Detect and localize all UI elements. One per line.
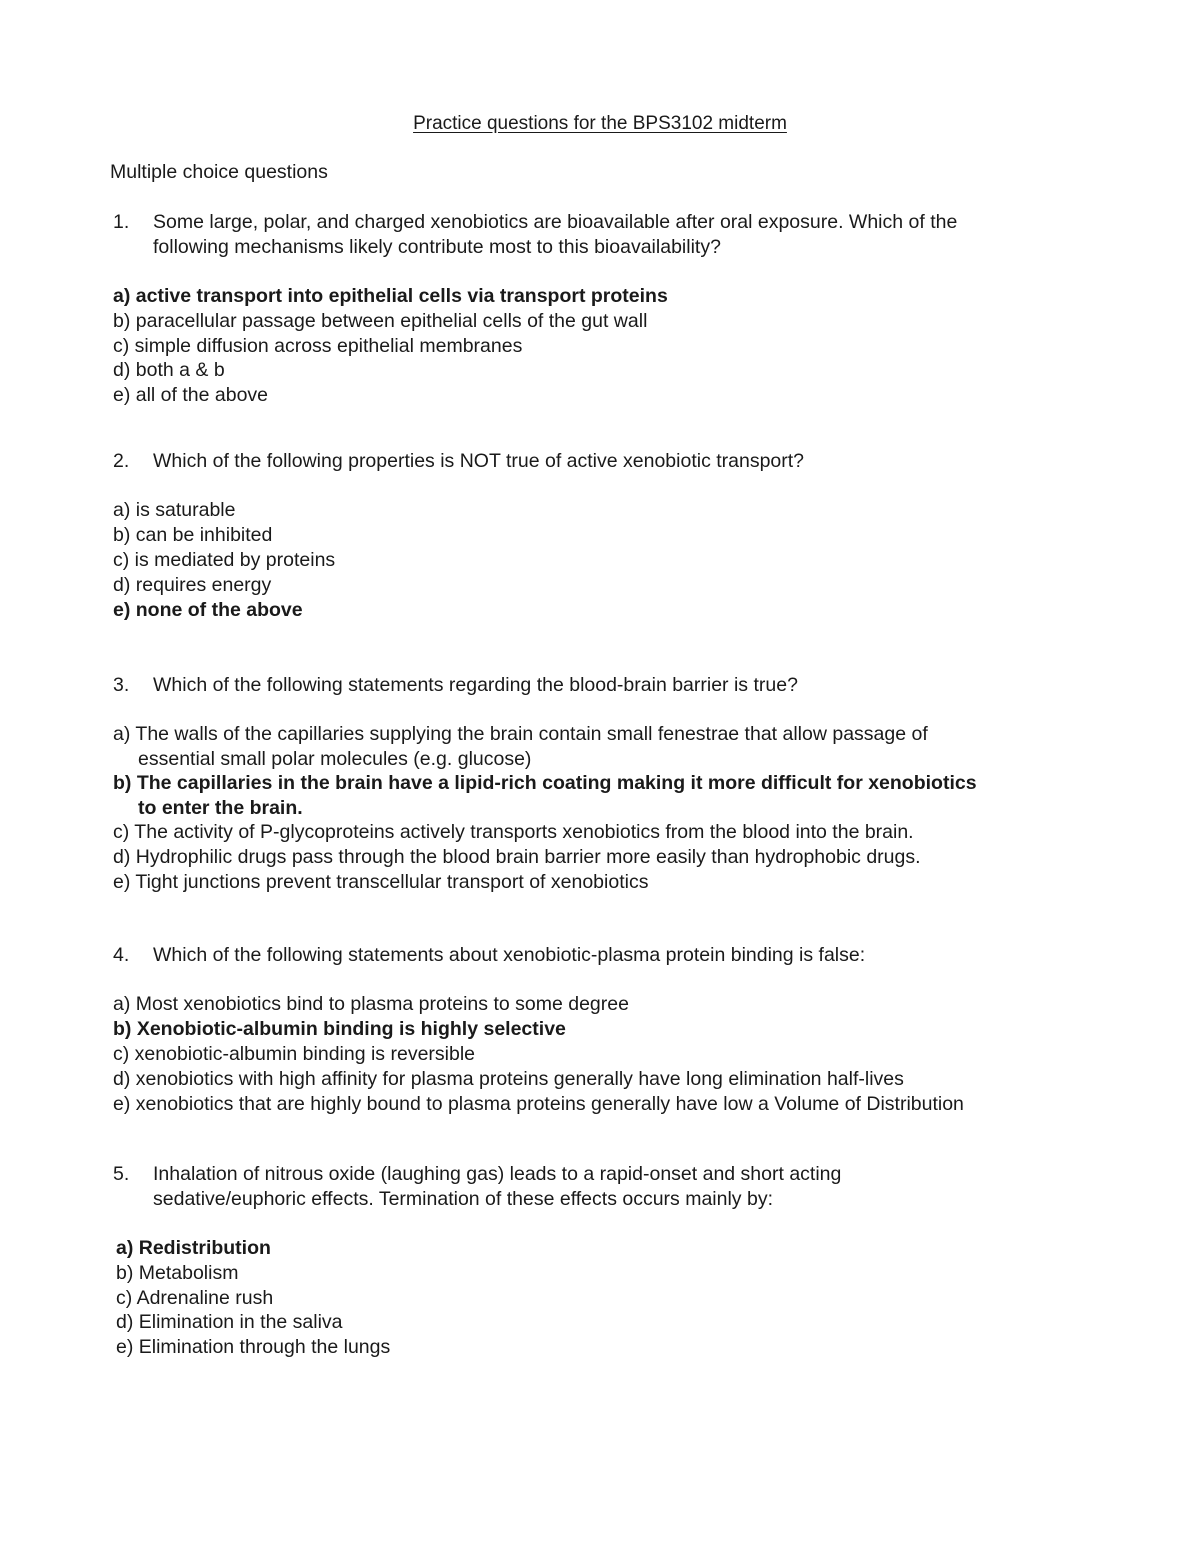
- question-text: Which of the following statements regarding the blood-brain barrier is true?: [153, 674, 798, 696]
- option: c) Adrenaline rush: [116, 1287, 274, 1309]
- option-correct: e) none of the above: [113, 599, 303, 621]
- option-correct-continuation: to enter the brain.: [138, 797, 303, 819]
- page-title: Practice questions for the BPS3102 midterm: [413, 113, 787, 134]
- question-number: 3.: [113, 674, 130, 696]
- question-text: Which of the following statements about xenobiotic-plasma protein binding is false:: [153, 944, 866, 966]
- option: b) paracellular passage between epithelial cells of the gut wall: [113, 310, 648, 332]
- question-text: Some large, polar, and charged xenobiotics are bioavailable after oral exposure. Which of the: [153, 211, 958, 233]
- option: c) is mediated by proteins: [113, 549, 336, 571]
- option: d) both a & b: [113, 359, 225, 381]
- option-correct: a) Redistribution: [116, 1237, 271, 1259]
- question-number: 4.: [113, 944, 130, 966]
- option: d) Hydrophilic drugs pass through the blood brain barrier more easily than hydrophobic drugs.: [113, 846, 921, 868]
- option-correct: b) Xenobiotic-albumin binding is highly selective: [113, 1018, 566, 1040]
- option: a) is saturable: [113, 499, 236, 521]
- option: a) The walls of the capillaries supplying the brain contain small fenestrae that allow passage of: [113, 723, 928, 745]
- question-number: 2.: [113, 450, 130, 472]
- question-text: sedative/euphoric effects. Termination of these effects occurs mainly by:: [153, 1188, 773, 1210]
- question-number: 1.: [113, 211, 130, 233]
- option: b) can be inhibited: [113, 524, 273, 546]
- option: e) Elimination through the lungs: [116, 1336, 391, 1358]
- question-text: Inhalation of nitrous oxide (laughing gas) leads to a rapid-onset and short acting: [153, 1163, 842, 1185]
- question-number: 5.: [113, 1163, 130, 1185]
- option: e) xenobiotics that are highly bound to plasma proteins generally have low a Volume of Distribution: [113, 1093, 964, 1115]
- option: c) simple diffusion across epithelial membranes: [113, 335, 523, 357]
- option: e) all of the above: [113, 384, 269, 406]
- option: e) Tight junctions prevent transcellular transport of xenobiotics: [113, 871, 649, 893]
- option-correct: a) active transport into epithelial cells via transport proteins: [113, 285, 668, 307]
- option: a) Most xenobiotics bind to plasma proteins to some degree: [113, 993, 629, 1015]
- option: d) requires energy: [113, 574, 272, 596]
- option: d) Elimination in the saliva: [116, 1311, 343, 1333]
- option: d) xenobiotics with high affinity for plasma proteins generally have long elimination half-lives: [113, 1068, 904, 1090]
- option-correct: b) The capillaries in the brain have a lipid-rich coating making it more difficult for xenobiotics: [113, 772, 977, 794]
- option: b) Metabolism: [116, 1262, 239, 1284]
- option: c) The activity of P-glycoproteins actively transports xenobiotics from the blood into the brain.: [113, 821, 914, 843]
- option-continuation: essential small polar molecules (e.g. glucose): [138, 748, 532, 770]
- question-text: Which of the following properties is NOT true of active xenobiotic transport?: [153, 450, 805, 472]
- question-text: following mechanisms likely contribute most to this bioavailability?: [153, 236, 721, 258]
- section-heading: Multiple choice questions: [110, 161, 328, 183]
- option: c) xenobiotic-albumin binding is reversible: [113, 1043, 476, 1065]
